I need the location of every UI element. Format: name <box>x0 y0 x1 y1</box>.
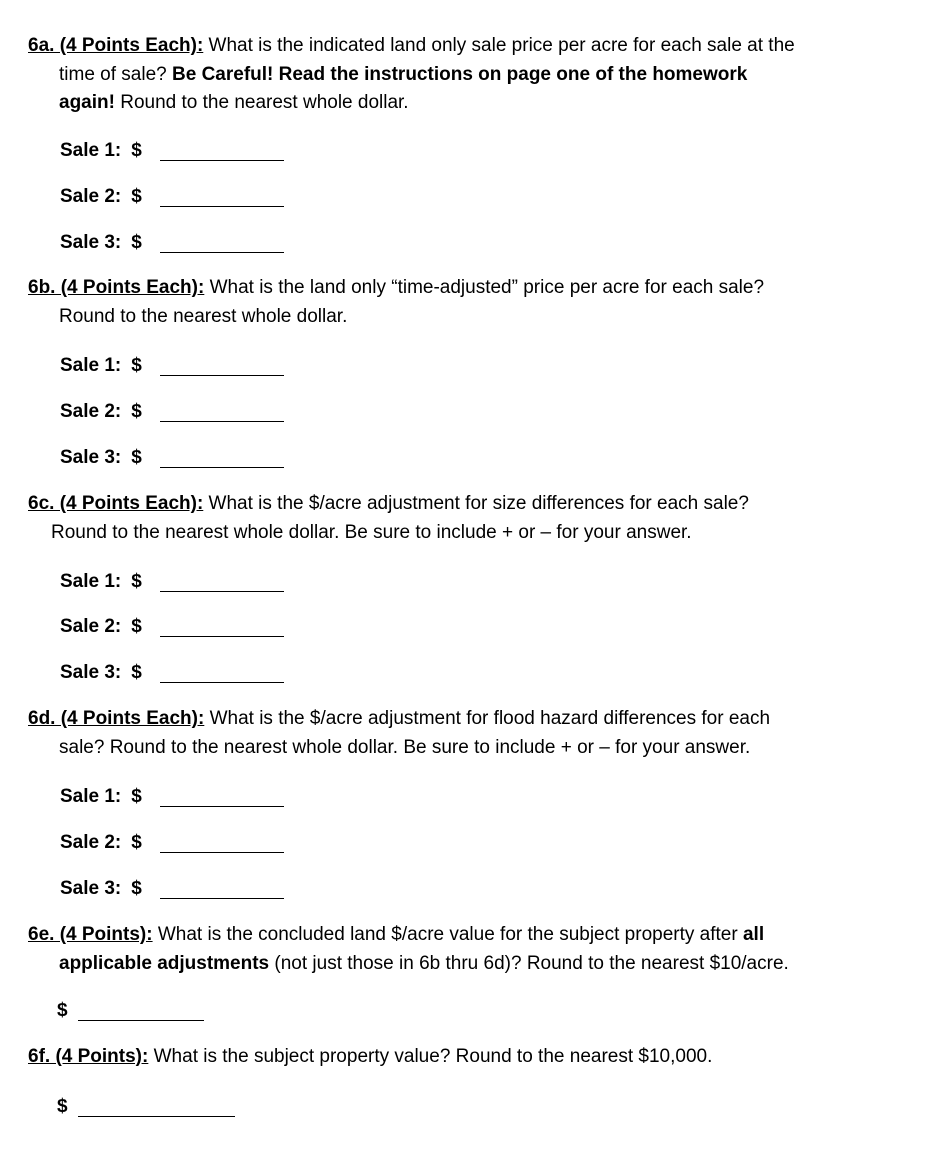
question-6d <box>28 705 910 762</box>
question-6e-label: 6e. (4 Points): <box>28 924 153 945</box>
q6b-sale-1: Sale 1: $ <box>60 355 142 376</box>
question-6f <box>28 1043 910 1072</box>
question-6e-line1: 6e. (4 Points): What is the concluded land $/acre value for the subject property after all <box>28 924 765 945</box>
question-6a-line1: 6a. (4 Points Each): What is the indicated land only sale price per acre for each sale at the <box>28 35 795 56</box>
question-6a <box>28 32 910 118</box>
question-6f-label: 6f. (4 Points): <box>28 1046 149 1067</box>
q6d-sale-3-answer-blank[interactable] <box>160 898 284 899</box>
q6a-sale-2: Sale 2: $ <box>60 186 142 207</box>
q6a-sale-3: Sale 3: $ <box>60 232 142 253</box>
question-6d-label: 6d. (4 Points Each): <box>28 708 205 729</box>
question-6a-line3: again! Round to the nearest whole dollar. <box>59 92 409 113</box>
q6c-sale-1: Sale 1: $ <box>60 571 142 592</box>
q6e-answer-blank[interactable] <box>78 1020 204 1021</box>
q6d-sale-2: Sale 2: $ <box>60 832 142 853</box>
q6b-sale-3: Sale 3: $ <box>60 447 142 468</box>
q6c-sale-3: Sale 3: $ <box>60 662 142 683</box>
q6e-currency: $ <box>57 1000 68 1021</box>
q6b-sale-2-answer-blank[interactable] <box>160 421 284 422</box>
question-6b <box>28 274 910 331</box>
q6a-sale-1: Sale 1: $ <box>60 140 142 161</box>
q6c-sale-1-answer-blank[interactable] <box>160 591 284 592</box>
q6c-sale-3-answer-blank[interactable] <box>160 682 284 683</box>
q6a-sale-1-answer-blank[interactable] <box>160 160 284 161</box>
question-6d-line1: 6d. (4 Points Each): What is the $/acre adjustment for flood hazard differences for each <box>28 708 771 729</box>
q6d-sale-1: Sale 1: $ <box>60 786 142 807</box>
q6d-sale-2-answer-blank[interactable] <box>160 852 284 853</box>
question-6a-line2: time of sale? Be Careful! Read the instructions on page one of the homework <box>59 63 748 85</box>
q6b-sale-1-answer-blank[interactable] <box>160 375 284 376</box>
question-6b-line2: Round to the nearest whole dollar. <box>59 305 348 327</box>
q6f-currency: $ <box>57 1096 68 1117</box>
question-6b-label: 6b. (4 Points Each): <box>28 277 205 298</box>
question-6a-label: 6a. (4 Points Each): <box>28 35 204 56</box>
q6d-sale-1-answer-blank[interactable] <box>160 806 284 807</box>
question-6c-line1: 6c. (4 Points Each): What is the $/acre adjustment for size differences for each sale? <box>28 493 749 514</box>
q6c-sale-2: Sale 2: $ <box>60 616 142 637</box>
q6b-sale-2: Sale 2: $ <box>60 401 142 422</box>
question-6f-line1: 6f. (4 Points): What is the subject property value? Round to the nearest $10,000. <box>28 1046 713 1067</box>
q6d-sale-3: Sale 3: $ <box>60 878 142 899</box>
question-6c <box>28 490 910 547</box>
question-6d-line2: sale? Round to the nearest whole dollar. Be sure to include + or – for your answer. <box>59 736 751 758</box>
question-6c-label: 6c. (4 Points Each): <box>28 493 204 514</box>
q6f-answer-blank[interactable] <box>78 1116 235 1117</box>
question-6e <box>28 921 910 978</box>
question-6b-line1: 6b. (4 Points Each): What is the land only “time-adjusted” price per acre for each sale? <box>28 277 765 298</box>
question-6e-line2: applicable adjustments (not just those in 6b thru 6d)? Round to the nearest $10/acre. <box>59 952 789 974</box>
q6c-sale-2-answer-blank[interactable] <box>160 636 284 637</box>
q6a-sale-2-answer-blank[interactable] <box>160 206 284 207</box>
q6b-sale-3-answer-blank[interactable] <box>160 467 284 468</box>
question-6c-line2: Round to the nearest whole dollar. Be sure to include + or – for your answer. <box>51 521 692 543</box>
q6a-sale-3-answer-blank[interactable] <box>160 252 284 253</box>
